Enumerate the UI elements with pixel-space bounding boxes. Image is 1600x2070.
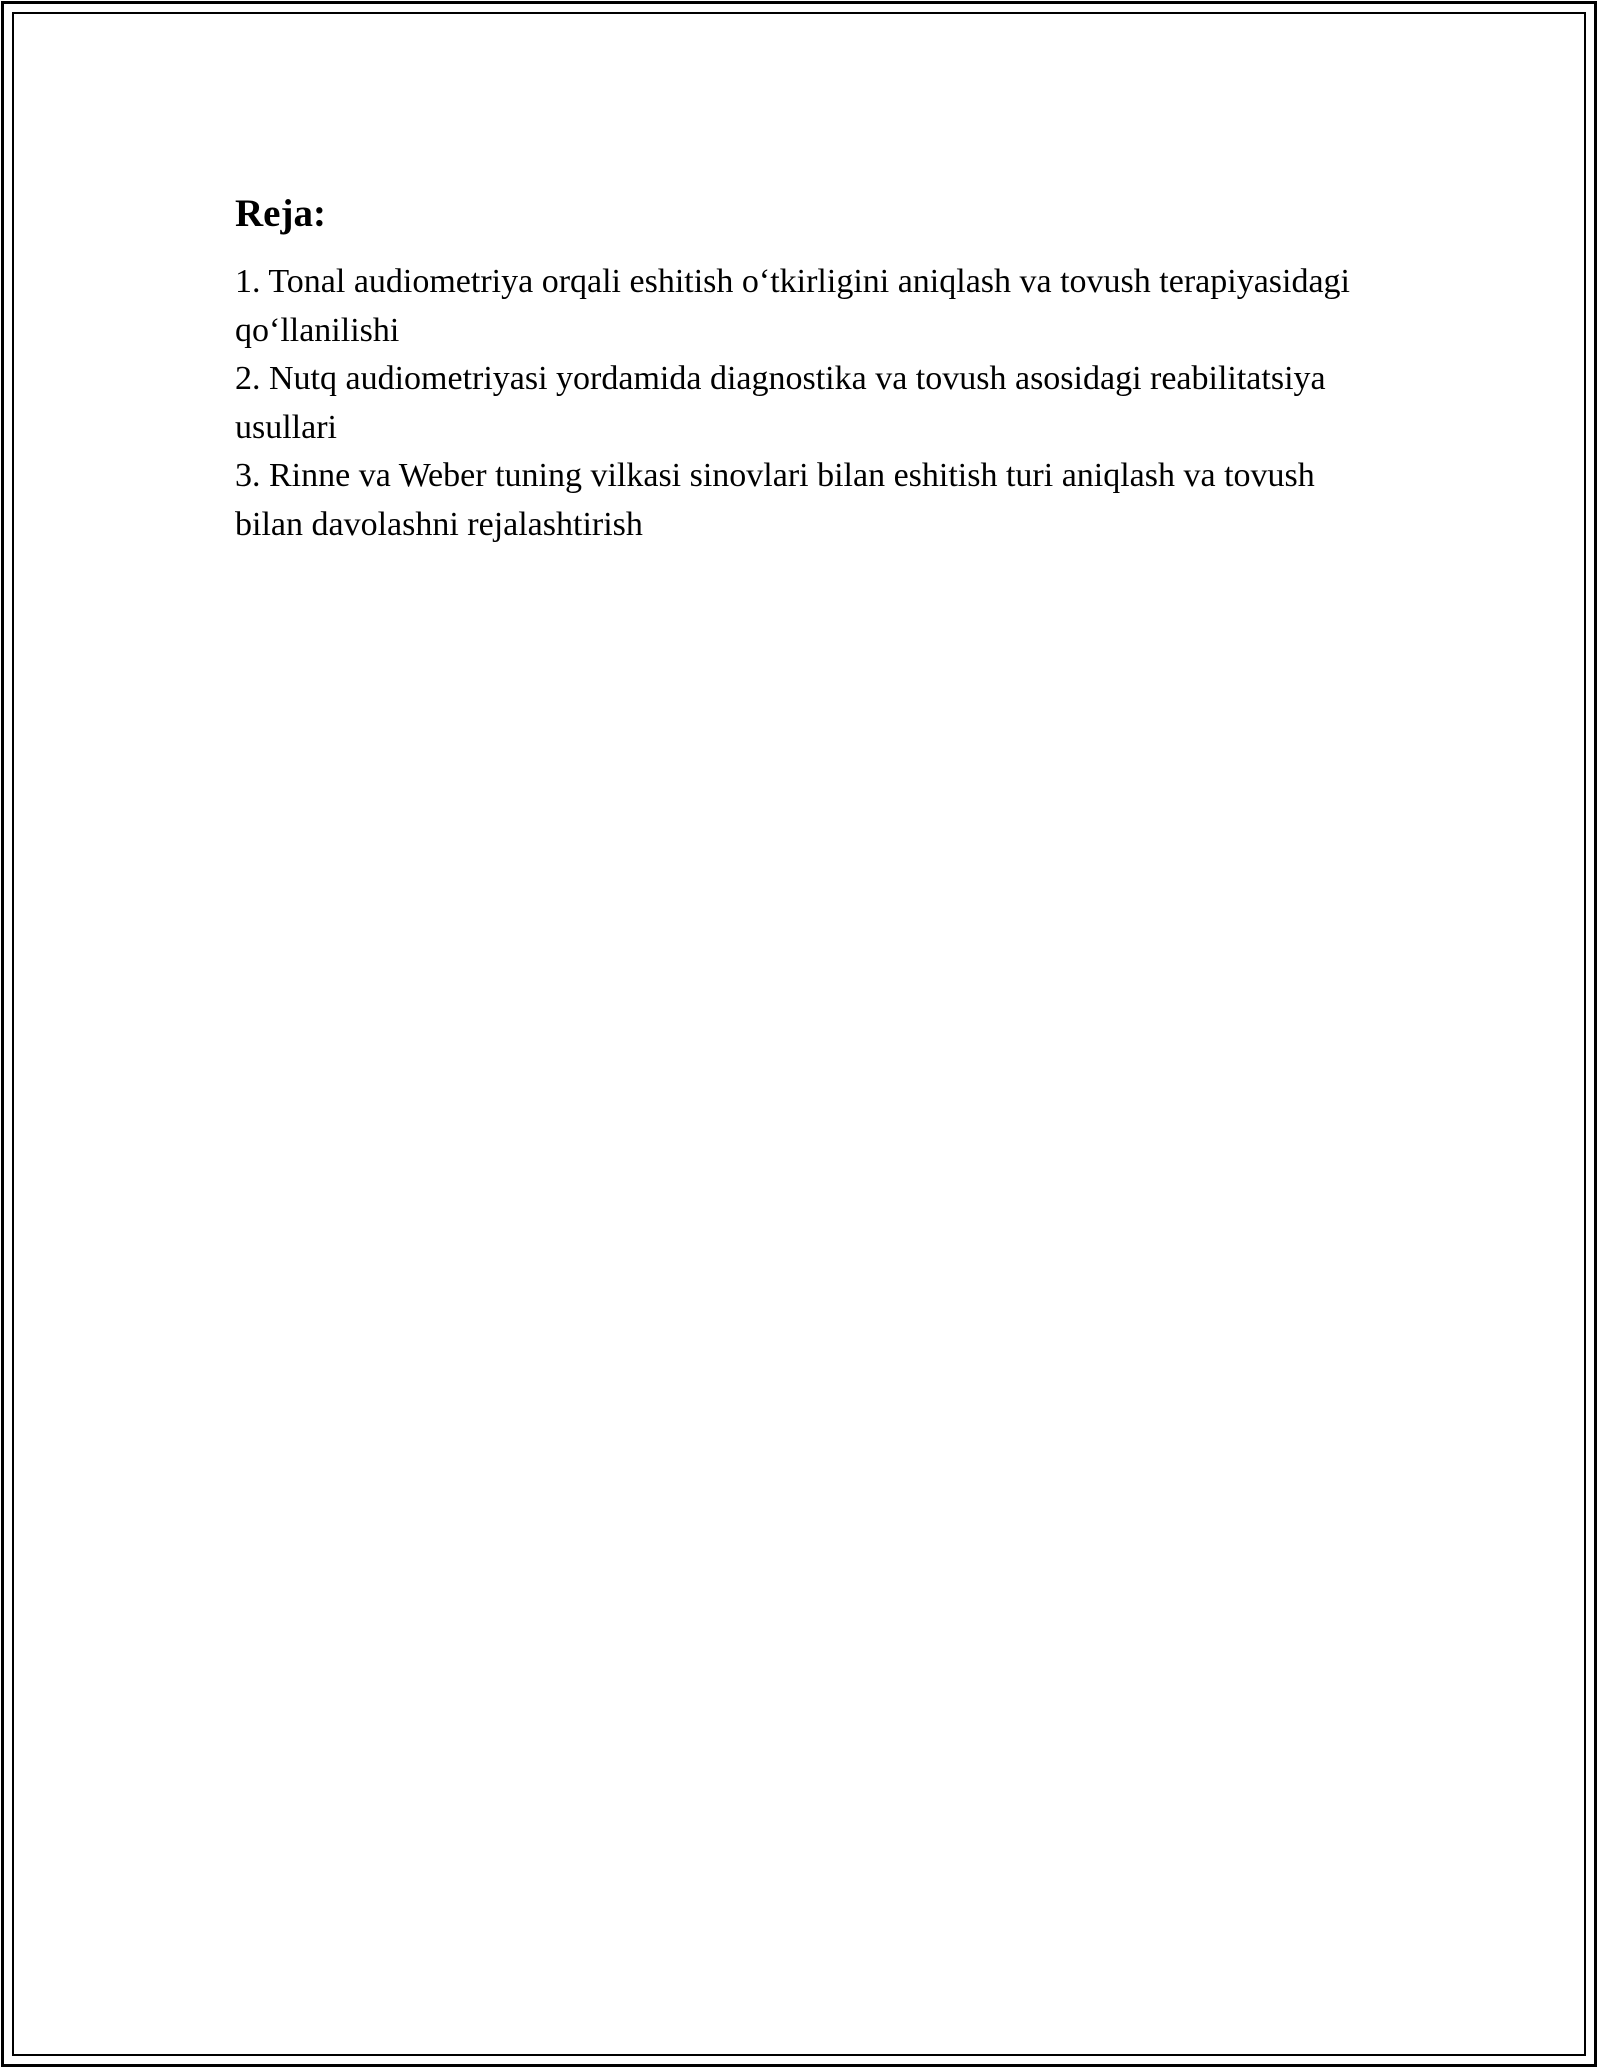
plan-heading: Reja:	[235, 192, 326, 235]
document-body	[235, 186, 1355, 549]
plan-item-1: 1. Tonal audiometriya orqali eshitish o‘tkirligini aniqlash va tovush terapiyasidagi qo‘llanilishi	[235, 263, 1350, 349]
plan-item-3: 3. Rinne va Weber tuning vilkasi sinovlari bilan eshitish turi aniqlash va tovush bilan davolashni rejalashtirish	[235, 457, 1315, 543]
plan-list	[235, 258, 1355, 549]
plan-item-2: 2. Nutq audiometriyasi yordamida diagnostika va tovush asosidagi reabilitatsiya usullari	[235, 360, 1326, 446]
